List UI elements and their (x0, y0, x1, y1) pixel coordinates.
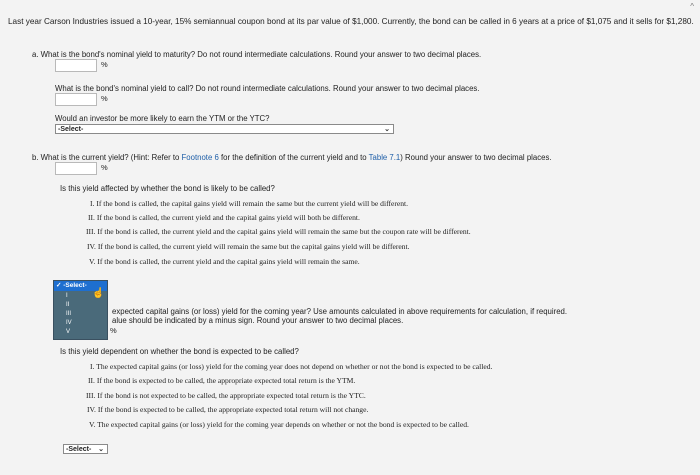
dropdown-option-1[interactable]: I (66, 293, 68, 299)
option-c-2: II. If the bond is expected to be called, the appropriate expected total return is the YTM. (88, 376, 356, 385)
likely-select[interactable] (55, 124, 394, 134)
option-b-1: I. If the bond is called, the capital gains yield will remain the same but the current yield will be different. (90, 199, 409, 208)
question-affected: Is this yield affected by whether the bond is likely to be called? (60, 184, 275, 193)
dropdown-option-3[interactable]: III (66, 311, 72, 317)
question-capital-gains-2: alue should be indicated by a minus sign. Round your answer to two decimal places. (112, 316, 404, 325)
question-ytc: What is the bond's nominal yield to call? Do not round intermediate calculations. Round your answer to two decimal places. (55, 84, 480, 93)
option-b-5: V. If the bond is called, the current yield and the capital gains yield will remain the same. (89, 257, 360, 266)
question-likely: Would an investor be more likely to earn the YTM or the YTC? (55, 114, 270, 123)
likely-select-value: -Select- (58, 126, 84, 133)
question-capital-gains: expected capital gains (or loss) yield for the coming year? Use amounts calculated in above requirements for calculation, if required. (112, 307, 568, 316)
question-dependent: Is this yield dependent on whether the bond is expected to be called? (60, 347, 299, 356)
question-ytm: a. What is the bond's nominal yield to maturity? Do not round intermediate calculations. Round your answer to two decimal places. (32, 50, 482, 59)
chevron-down-icon: ⌄ (98, 446, 104, 453)
question-current-yield: b. What is the current yield? (Hint: Refer to Footnote 6 for the definition of the current yield and to Table 7.1) Round your answer to two decimal places. (32, 153, 552, 162)
dropdown-option-5[interactable]: V (66, 329, 71, 335)
dropdown-selected[interactable]: ✓ -Select- (54, 281, 107, 291)
dependent-select[interactable] (63, 444, 108, 454)
table-link[interactable]: Table 7.1 (368, 153, 401, 162)
hand-pointer-icon: ☝ (92, 288, 105, 299)
option-b-3: III. If the bond is called, the current yield and the capital gains yield will remain the same but the coupon rate will be different. (86, 227, 471, 236)
dropdown-option-4[interactable]: IV (66, 320, 72, 326)
ytm-unit: % (101, 60, 108, 69)
option-c-4: IV. If the bond is expected to be called, the appropriate expected total return will not change. (87, 405, 369, 414)
ytm-input[interactable] (55, 59, 97, 72)
footnote-link[interactable]: Footnote 6 (181, 153, 219, 162)
option-b-4: IV. If the bond is called, the current yield will remain the same but the capital gains yield will be different. (87, 242, 410, 251)
option-b-2: II. If the bond is called, the current yield and the capital gains yield will both be different. (88, 213, 360, 222)
corner-mark: ^ (690, 2, 694, 11)
ytc-unit: % (101, 94, 108, 103)
dependent-select-value: -Select- (66, 446, 92, 453)
option-c-3: III. If the bond is not expected to be called, the appropriate expected total return is the YTC. (86, 391, 366, 400)
chevron-down-icon: ⌄ (384, 126, 390, 133)
dropdown-option-2[interactable]: II (66, 302, 70, 308)
option-c-1: I. The expected capital gains (or loss) yield for the coming year does not depend on whether or not the bond is expected to be called. (90, 362, 493, 371)
ytc-input[interactable] (55, 93, 97, 106)
current-yield-input[interactable] (55, 162, 97, 175)
capital-gains-unit: % (110, 326, 117, 335)
problem-intro: Last year Carson Industries issued a 10-year, 15% semiannual coupon bond at its par value of $1,000. Currently, the bond can be called in 6 years at a price of $1,075 and it sells for $1,280. (8, 17, 694, 26)
current-yield-unit: % (101, 163, 108, 172)
option-c-5: V. The expected capital gains (or loss) yield for the coming year depends on whether or not the bond is expected to be called. (89, 420, 469, 429)
